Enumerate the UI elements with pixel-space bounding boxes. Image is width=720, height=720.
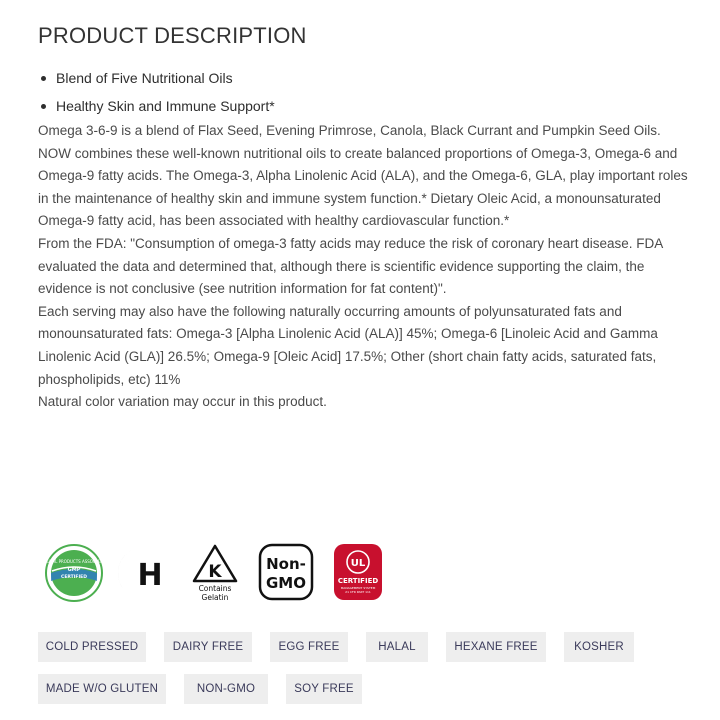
ul-mark: UL: [350, 558, 366, 569]
bullet-item: Healthy Skin and Immune Support*: [38, 92, 688, 120]
halal-crescent-icon: [122, 543, 166, 603]
product-description-section: [38, 22, 688, 414]
kosher-caption-line2: Gelatin: [201, 593, 229, 602]
section-title: PRODUCT DESCRIPTION: [38, 23, 307, 48]
tag-dairy-free[interactable]: DAIRY FREE: [164, 632, 252, 662]
color-variation-note: Natural color variation may occur in this product.: [38, 394, 327, 410]
non-gmo-line1: Non-: [266, 555, 306, 573]
tag-kosher[interactable]: KOSHER: [564, 632, 634, 662]
ul-certified-icon: [333, 543, 383, 601]
non-gmo-badge-icon: [258, 543, 314, 601]
tag-egg-free[interactable]: EGG FREE: [270, 632, 348, 662]
tag-cold-pressed[interactable]: COLD PRESSED: [38, 632, 146, 662]
npa-ring-text: NATURAL PRODUCTS ASSOCIATION: [38, 559, 110, 564]
fat-content-paragraph: Each serving may also have the following naturally occurring amounts of polyunsaturated fats and monounsaturated fats: Omega-3 [Alpha Linolenic Acid (ALA)] 45%; Omega-6 [Linoleic Acid and Gamma Linolenic Acid (GLA)] 26.5%; Omega-9 [Oleic Acid] 17.5%; Other (short chain fatty acids, saturated fats, phospholipids, etc) 11%: [38, 303, 658, 387]
halal-letter: H: [137, 558, 163, 593]
kosher-caption-line1: Contains: [198, 584, 232, 593]
feature-bullets: [38, 64, 688, 120]
bullet-item: Blend of Five Nutritional Oils: [38, 64, 688, 92]
ul-line2: MANAGEMENT SYSTEM: [340, 586, 376, 590]
description-paragraph: Omega 3-6-9 is a blend of Flax Seed, Evening Primrose, Canola, Black Currant and Pumpkin Seed Oils. NOW combines these well-known nutritional oils to create balanced proportions of Omega-3, Omega-6 and Omega-9 fatty acids. The Omega-3, Alpha Linolenic Acid (ALA), and the Omega-6, GLA, play important roles in the maintenance of healthy skin and immune system function.* Dietary Oleic Acid, a monounsaturated Omega-9 fatty acid, has been associated with healthy cardiovascular function.*: [38, 123, 688, 229]
tag-hexane-free[interactable]: HEXANE FREE: [446, 632, 546, 662]
tag-soy-free[interactable]: SOY FREE: [286, 674, 362, 704]
npa-gmp-certified-icon: [38, 543, 110, 603]
certification-logos: [38, 543, 438, 603]
kosher-letter: K: [208, 562, 222, 582]
npa-center-line1: GMP: [67, 567, 81, 573]
fda-paragraph: From the FDA: "Consumption of omega-3 fatty acids may reduce the risk of coronary heart disease. FDA evaluated the data and determined that, although there is scientific evidence supporting the claim, the evidence is not conclusive (see nutrition information for fat content)".: [38, 235, 663, 297]
kosher-triangle-icon: [191, 543, 239, 605]
ul-line1: CERTIFIED: [337, 577, 379, 585]
npa-center-line2: CERTIFIED: [61, 575, 87, 580]
tag-non-gmo[interactable]: NON-GMO: [184, 674, 268, 704]
tag-made-without-gluten[interactable]: MADE W/O GLUTEN: [38, 674, 166, 704]
tag-halal[interactable]: HALAL: [366, 632, 428, 662]
ul-line3: 21 CFR PART 111: [345, 590, 371, 594]
non-gmo-line2: GMO: [266, 574, 306, 592]
